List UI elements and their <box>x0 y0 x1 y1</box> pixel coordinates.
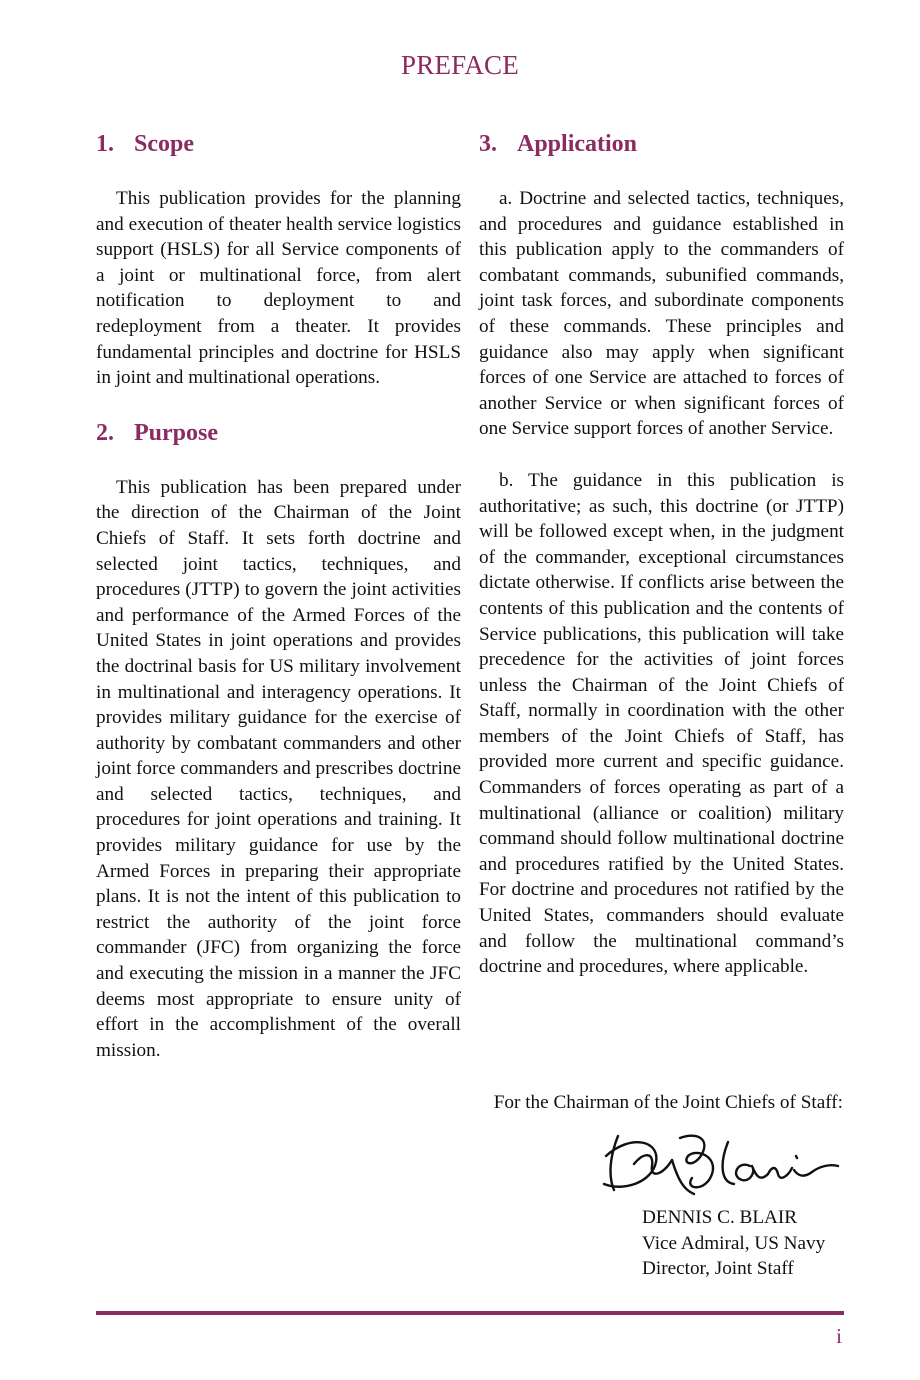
section-number: 2. <box>96 419 114 446</box>
signoff-line: For the Chairman of the Joint Chiefs of Staff: <box>493 1092 843 1113</box>
section-heading-purpose <box>96 417 461 449</box>
application-paragraph-b: b. The guidance in this publication is authoritative; as such, this doctrine (or JTTP) will be followed except when, in the judgment of the commander, exceptional circumstances dictate otherwise. If conflicts arise between the contents of this publication and the contents of Service publications, this publication will take precedence for the activities of joint forces unless the Chairman of the Joint Chiefs of Staff, normally in coordination with the other members of the Joint Chiefs of Staff, has provided more current and specific guidance. Commanders of forces operating as part of a multinational (alliance or coalition) military command should follow multinational doctrine and procedures ratified by the United States. For doctrine and procedures not ratified by the United States, commanders should evaluate and follow the multinational command’s doctrine and procedures, where applicable. <box>479 469 844 978</box>
section-title: Scope <box>134 131 194 157</box>
scope-paragraph: This publication provides for the planning and execution of theater health service logistics support (HSLS) for all Service components of a joint or multinational force, from alert notification to deployment to and redeployment from a theater. It provides fundamental principles and doctrine for HSLS in joint and multinational operations. <box>96 188 461 389</box>
section-number: 3. <box>479 131 497 157</box>
application-paragraph-a: a. Doctrine and selected tactics, techniques, and procedures and guidance established in this publication apply to the commanders of combatant commands, subunified commands, joint task forces, and subordinate components of these commands. These principles and guidance also may apply when significant forces of one Service are attached to forces of another Service or when significant forces of one Service support forces of another Service. <box>479 188 844 440</box>
right-column <box>479 128 844 1006</box>
footer-divider <box>96 1311 844 1315</box>
section-heading-scope <box>96 128 461 160</box>
left-column <box>96 128 461 1089</box>
section-title: Application <box>517 131 638 157</box>
signer-position: Director, Joint Staff <box>642 1258 794 1280</box>
section-title: Purpose <box>134 419 218 446</box>
signer-block <box>642 1205 825 1282</box>
purpose-paragraph: This publication has been prepared under the direction of the Chairman of the Joint Chiefs of Staff. It sets forth doctrine and selected joint tactics, techniques, and procedures (JTTP) to govern the joint activities and performance of the Armed Forces of the United States in joint operations and provides the doctrinal basis for US military involvement in multinational and interagency operations. It provides military guidance for the exercise of authority by combatant commanders and other joint force commanders and prescribes doctrine and selected tactics, techniques, and procedures for joint operations and training. It provides military guidance for use by the Armed Forces in preparing their appropriate plans. It is not the intent of this publication to restrict the authority of the joint force commander (JFC) from organizing the force and executing the mission in a manner the JFC deems most appropriate to ensure unity of effort in the accomplishment of the overall mission. <box>96 476 461 1061</box>
section-number: 1. <box>96 131 114 157</box>
signer-rank: Vice Admiral, US Navy <box>642 1232 826 1254</box>
signer-name: DENNIS C. BLAIR <box>642 1207 798 1228</box>
page-number: i <box>836 1324 842 1348</box>
page-title: PREFACE <box>401 50 519 80</box>
handwritten-signature <box>600 1126 840 1200</box>
section-heading-application <box>479 128 844 160</box>
